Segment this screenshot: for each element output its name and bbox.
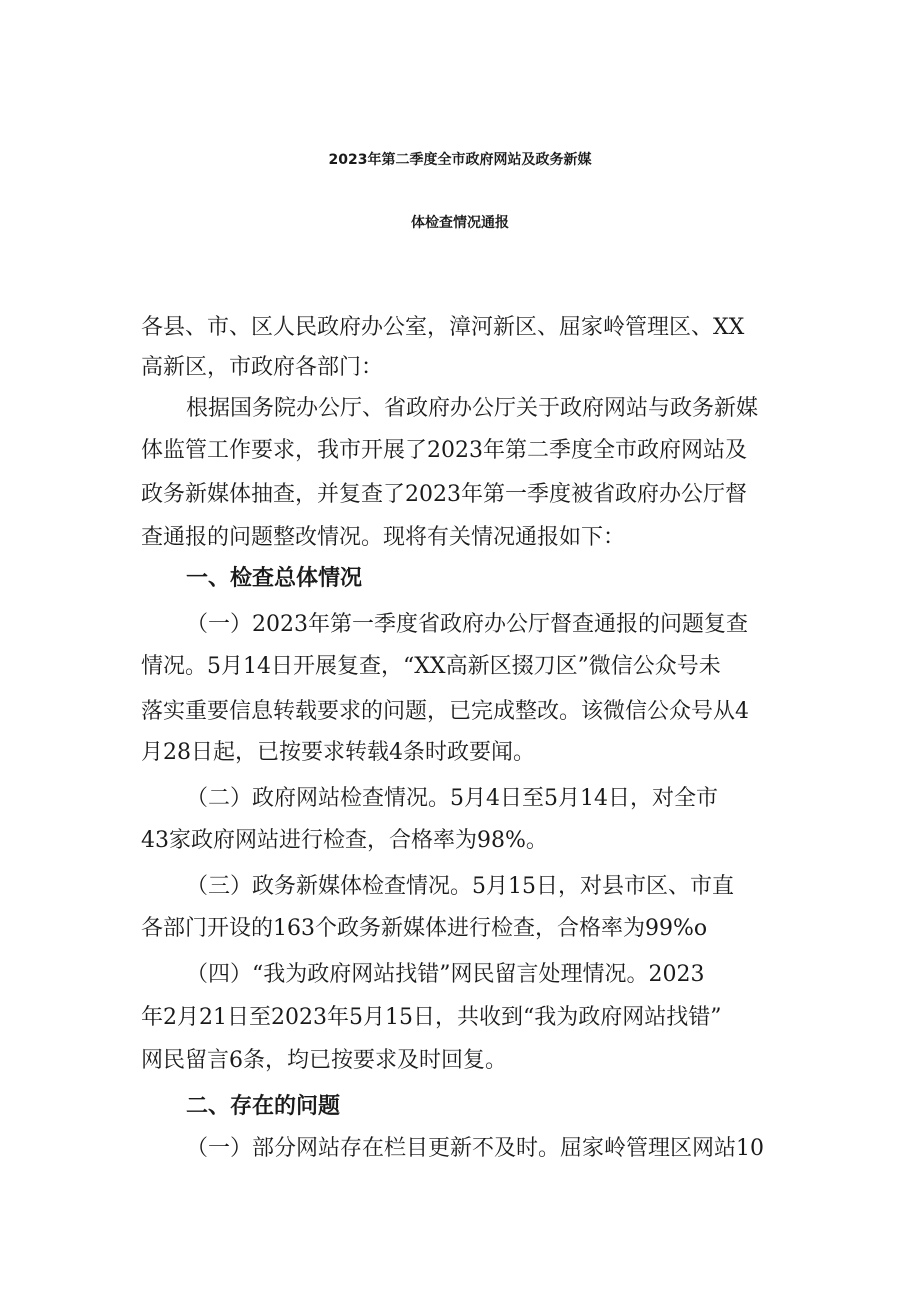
s1-item4-line-3 (0, 1046, 920, 1076)
intro-line-1 (0, 394, 920, 424)
s1-item4-text-1: （四）“我为政府网站找错”网民留言处理情况。2023 (186, 962, 705, 987)
s1-item4-text-3: 网民留言6条，均已按要求及时回复。 (141, 1048, 507, 1073)
s1-item1-text-1: （一）2023年第一季度省政府办公厅督查通报的问题复查 (186, 612, 748, 637)
intro-text-3: 政务新媒体抽查，并复查了2023年第一季度被省政府办公厅督 (141, 482, 747, 507)
s1-item4-line-2 (0, 1003, 920, 1033)
section-2-heading (0, 1092, 920, 1122)
intro-text-2: 体监管工作要求，我市开展了2023年第二季度全市政府网站及 (141, 438, 747, 463)
s1-item3-text-2: 各部门开设的163个政务新媒体进行检查，合格率为99%o (141, 916, 708, 941)
s1-item1-text-2: 情况。5月14日开展复查，“XX高新区掇刀区”微信公众号未 (141, 654, 721, 679)
s1-item1-line-3 (0, 697, 920, 727)
section-1-heading-text: 一、检查总体情况 (186, 566, 363, 591)
section-2-heading-text: 二、存在的问题 (186, 1094, 341, 1119)
intro-line-4 (0, 523, 920, 553)
s1-item1-line-4 (0, 738, 920, 768)
addressee-text-2: 高新区，市政府各部门： (141, 355, 384, 380)
addressee-text-1: 各县、市、区人民政府办公室，漳河新区、屈家岭管理区、XX (141, 315, 745, 340)
s1-item1-text-4: 月28日起，已按要求转载4条时政要闻。 (141, 740, 535, 765)
addressee-line-2 (0, 353, 920, 383)
s2-item1-line-1 (0, 1134, 920, 1164)
intro-line-2 (0, 436, 920, 466)
addressee-line-1 (0, 313, 920, 343)
document-title-line-1: 2023年第二季度全市政府网站及政务新媒 (328, 152, 592, 168)
s1-item4-text-2: 年2月21日至2023年5月15日，共收到“我为政府网站找错” (141, 1005, 722, 1030)
s1-item1-line-2 (0, 652, 920, 682)
document-title-line-2: 体检查情况通报 (411, 215, 509, 231)
intro-line-3 (0, 480, 920, 510)
intro-text-1: 根据国务院办公厅、省政府办公厅关于政府网站与政务新媒 (186, 396, 759, 421)
intro-text-4: 查通报的问题整改情况。现将有关情况通报如下： (141, 525, 626, 550)
s1-item1-line-1 (0, 610, 920, 640)
s1-item1-text-3: 落实重要信息转载要求的问题，已完成整改。该微信公众号从4 (141, 699, 749, 724)
s1-item2-line-2 (0, 826, 920, 856)
s1-item3-line-1 (0, 872, 920, 902)
section-1-heading (0, 564, 920, 594)
s1-item3-text-1: （三）政务新媒体检查情况。5月15日，对县市区、市直 (186, 874, 734, 899)
s1-item2-line-1 (0, 784, 920, 814)
s2-item1-text-1: （一）部分网站存在栏目更新不及时。屈家岭管理区网站10 (186, 1136, 764, 1161)
s1-item3-line-2 (0, 914, 920, 944)
s1-item2-text-2: 43家政府网站进行检查，合格率为98%。 (141, 828, 548, 853)
s1-item4-line-1 (0, 960, 920, 990)
s1-item2-text-1: （二）政府网站检查情况。5月4日至5月14日，对全市 (186, 786, 718, 811)
